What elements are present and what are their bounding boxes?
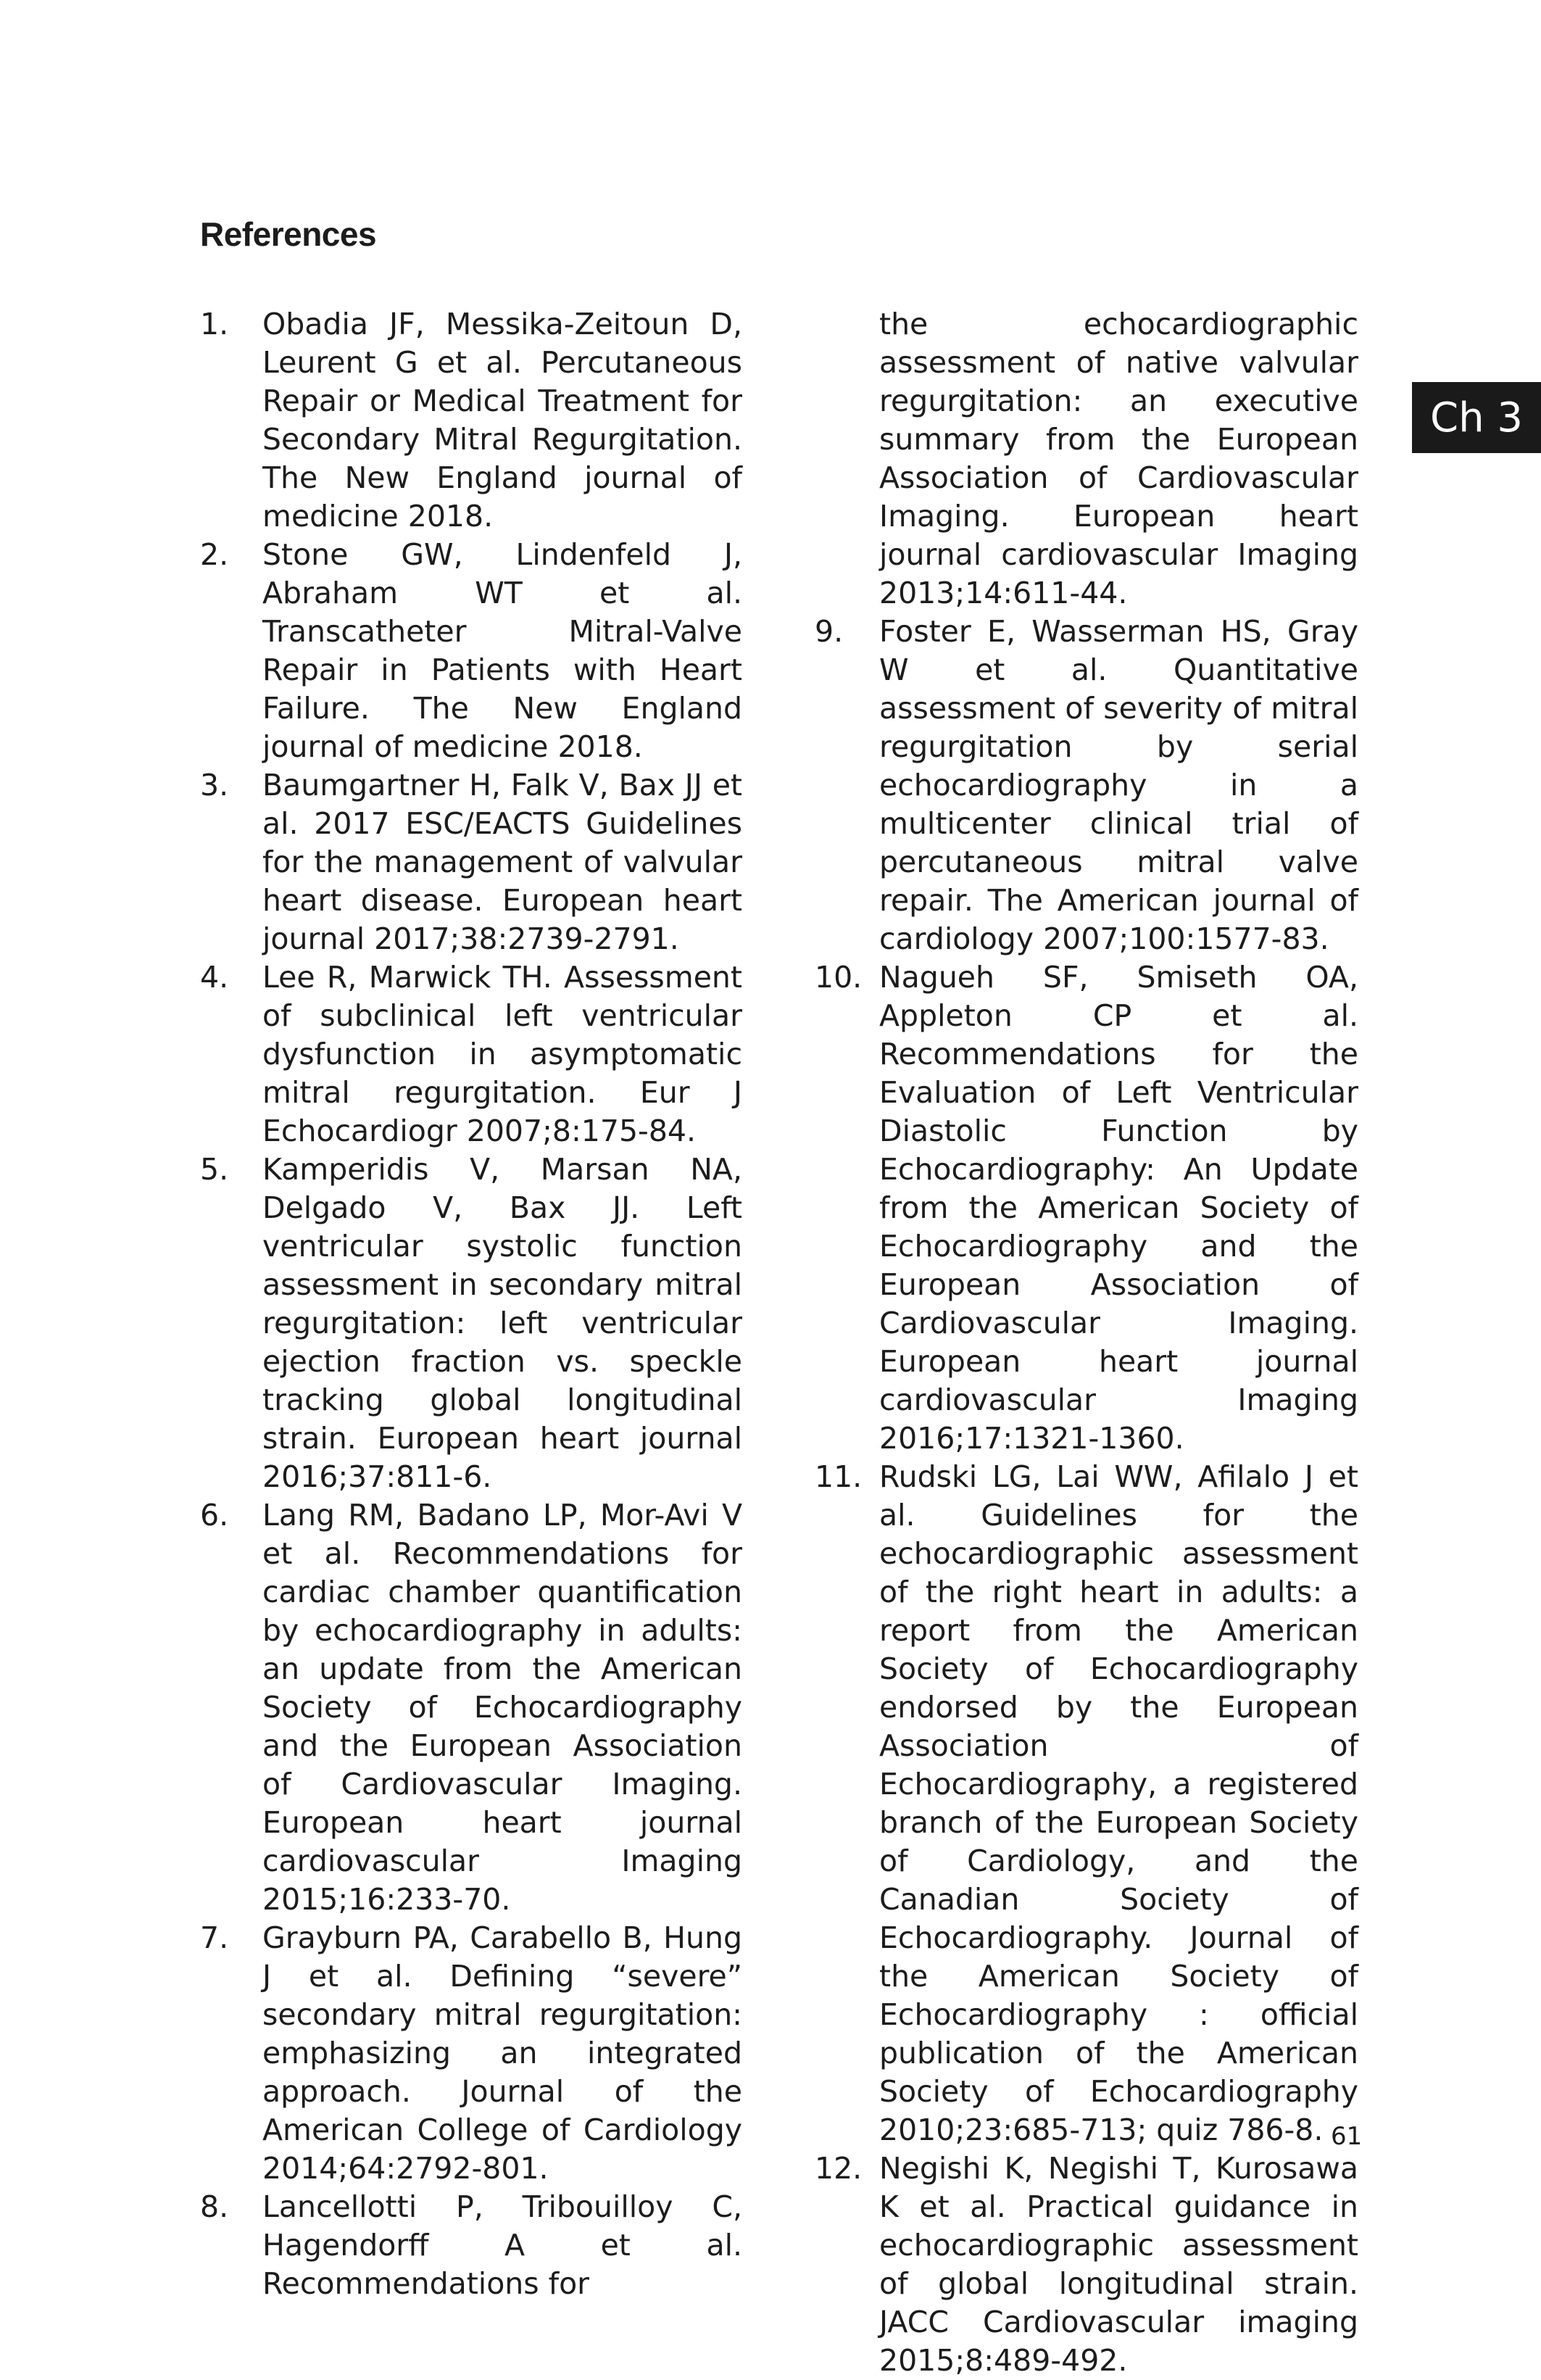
chapter-tab: Ch 3 (1412, 382, 1541, 453)
reference-number: 11. (815, 1459, 863, 1494)
reference-item (815, 613, 1358, 958)
reference-number: 12. (815, 2151, 863, 2186)
reference-item (200, 1496, 742, 1919)
reference-text: Negishi K, Negishi T, Kurosawa K et al. Practical guidance in echocardiographic assessment of global longitudinal strain. JACC Cardiovascular imaging 2015;8:489-492. (879, 2151, 1358, 2378)
reference-item (815, 1458, 1358, 2149)
reference-number: 4. (200, 960, 229, 995)
reference-text: Foster E, Wasserman HS, Gray W et al. Quantitative assessment of severity of mitral regurgitation by serial echocardiography in a multicenter clinical trial of percutaneous mitral valve repair. The American journal of cardiology 2007;100:1577-83. (879, 614, 1358, 956)
references-column-left (200, 305, 742, 2303)
reference-item (200, 1919, 742, 2188)
reference-text: Lee R, Marwick TH. Assessment of subclinical left ventricular dysfunction in asymptomatic mitral regurgitation. Eur J Echocardiogr 2007;8:175-84. (262, 960, 742, 1148)
reference-text: Baumgartner H, Falk V, Bax JJ et al. 2017 ESC/EACTS Guidelines for the management of valvular heart disease. European heart journal 2017;38:2739-2791. (262, 768, 742, 956)
reference-text: Lancellotti P, Tribouilloy C, Hagendorff A et al. Recommendations for (262, 2189, 742, 2301)
reference-text: Lang RM, Badano LP, Mor-Avi V et al. Recommendations for cardiac chamber quantification by echocardiography in adults: an update from the American Society of Echocardiography and the European Association of Cardiovascular Imaging. European heart journal cardiovascular Imaging 2015;16:233-70. (262, 1498, 742, 1917)
page-number: 61 (1331, 2122, 1363, 2151)
reference-item (200, 766, 742, 958)
reference-item (200, 536, 742, 766)
page-title: References (200, 215, 377, 253)
reference-continuation (815, 305, 1358, 613)
reference-number: 6. (200, 1498, 229, 1533)
reference-text: Grayburn PA, Carabello B, Hung J et al. Defining “severe” secondary mitral regurgitation: emphasizing an integrated approach. Journal of the American College of Cardiology 2014;64:2792-801. (262, 1920, 742, 2186)
reference-number: 2. (200, 537, 229, 572)
reference-text: Rudski LG, Lai WW, Afilalo J et al. Guidelines for the echocardiographic assessment of the right heart in adults: a report from the American Society of Echocardiography endorsed by the European Association of Echocardiography, a registered branch of the European Society of Cardiology, and the Canadian Society of Echocardiography. Journal of the American Society of Echocardiography : official publication of the American Society of Echocardiography 2010;23:685-713; quiz 786-8. (879, 1459, 1358, 2147)
reference-item (200, 305, 742, 536)
references-column-right (815, 305, 1358, 2380)
reference-text: Obadia JF, Messika-Zeitoun D, Leurent G et al. Percutaneous Repair or Medical Treatment for Secondary Mitral Regurgitation. The New England journal of medicine 2018. (262, 307, 742, 534)
reference-item (815, 2149, 1358, 2380)
reference-number: 9. (815, 614, 844, 649)
reference-text: Nagueh SF, Smiseth OA, Appleton CP et al. Recommendations for the Evaluation of Left Ventricular Diastolic Function by Echocardiography: An Update from the American Society of Echocardiography and the European Association of Cardiovascular Imaging. European heart journal cardiovascular Imaging 2016;17:1321-1360. (879, 960, 1358, 1456)
reference-number: 1. (200, 307, 229, 341)
reference-number: 8. (200, 2189, 229, 2224)
reference-number: 10. (815, 960, 863, 995)
reference-text: Kamperidis V, Marsan NA, Delgado V, Bax JJ. Left ventricular systolic function assessment in secondary mitral regurgitation: left ventricular ejection fraction vs. speckle tracking global longitudinal strain. European heart journal 2016;37:811-6. (262, 1152, 742, 1494)
reference-number: 3. (200, 768, 229, 803)
reference-item (815, 958, 1358, 1458)
reference-text: the echocardiographic assessment of native valvular regurgitation: an executive summary from the European Association of Cardiovascular Imaging. European heart journal cardiovascular Imaging 2013;14:611-44. (879, 307, 1358, 610)
reference-item (200, 1150, 742, 1496)
reference-number: 5. (200, 1152, 229, 1187)
reference-item (200, 2188, 742, 2303)
reference-number: 7. (200, 1920, 229, 1955)
reference-item (200, 958, 742, 1150)
reference-text: Stone GW, Lindenfeld J, Abraham WT et al. Transcatheter Mitral-Valve Repair in Patients with Heart Failure. The New England journal of medicine 2018. (262, 537, 742, 764)
